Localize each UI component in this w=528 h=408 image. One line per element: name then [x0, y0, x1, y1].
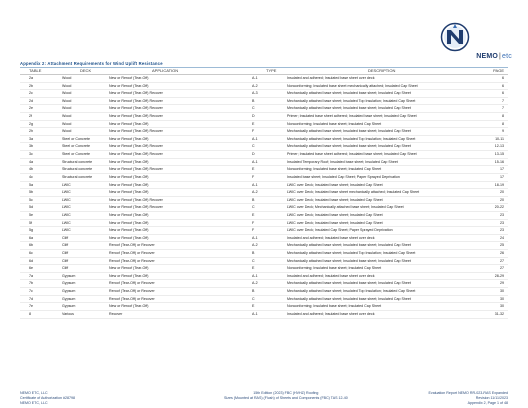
cell-deck: Cliff: [62, 251, 69, 256]
footer-right-line: Appendix 2, Page 1 of 48: [467, 400, 508, 405]
cell-description: Primer; Insulated base sheet adhered; Insulated base sheet; Insulated Cap Sheet: [287, 152, 417, 157]
cell-page: 12-13: [494, 144, 504, 149]
footer-left-line: Certificate of Authorization #28798: [20, 395, 75, 400]
cell-table: 4a: [29, 159, 33, 164]
cell-type: A-2: [252, 83, 258, 88]
cell-deck: Gypsum: [62, 296, 76, 301]
table-row: [20, 296, 508, 304]
cell-type: C: [252, 144, 255, 149]
cell-page: 13-15: [494, 152, 504, 157]
cell-deck: LWIC: [62, 190, 71, 195]
cell-table: 6d: [29, 258, 33, 263]
cell-type: C: [252, 296, 255, 301]
cell-table: 2b: [29, 83, 33, 88]
cell-application: New or Reroof (Tear-Off): [109, 212, 149, 217]
cell-deck: Steel or Concrete: [62, 136, 90, 141]
cell-page: 7: [502, 98, 504, 103]
appendix-title: Appendix 2: Attachment Requirements for Wind Uplift Resistance: [20, 61, 508, 68]
cell-type: F: [252, 228, 255, 233]
table-row: [20, 128, 508, 136]
cell-deck: Wood: [62, 129, 72, 134]
cell-table: 4c: [29, 174, 33, 179]
cell-page: 29: [500, 281, 504, 286]
cell-table: 5d: [29, 205, 33, 210]
cell-table: 2d: [29, 98, 33, 103]
footer-middle-line: 15th Edition (2023) FBC (HVHZ) Roofing: [253, 391, 319, 395]
cell-table: 7c: [29, 289, 33, 294]
table-row: [20, 113, 508, 121]
cell-description: Mechanically attached base sheet; Insulated base sheet; Insulated Cap Sheet: [287, 258, 411, 263]
cell-table: 5f: [29, 220, 32, 225]
cell-type: A-1: [252, 311, 258, 316]
company-logo: [434, 22, 512, 64]
cell-table: 2e: [29, 106, 33, 111]
header-application: APPLICATION: [152, 68, 179, 73]
cell-deck: LWIC: [62, 212, 71, 217]
cell-table: 8: [29, 311, 31, 316]
cell-description: Nonconforming; Insulated base sheet; Insulated Cap Sheet: [287, 266, 382, 271]
cell-description: LWIC over Deck; Insulated base sheet; Insulated Cap Sheet: [287, 220, 383, 225]
cell-description: LWIC over Deck; Insulated base sheet; Insulated Cap Sheet: [287, 182, 383, 187]
cell-deck: LWIC: [62, 197, 71, 202]
cell-page: 23: [500, 220, 504, 225]
cell-page: 23: [500, 212, 504, 217]
table-row: [20, 220, 508, 228]
cell-type: E: [252, 266, 255, 271]
cell-deck: Structural concrete: [62, 159, 93, 164]
cell-type: B: [252, 289, 255, 294]
table-row: [20, 182, 508, 190]
cell-table: 7a: [29, 273, 33, 278]
cell-deck: LWIC: [62, 220, 71, 225]
cell-application: New or Reroof (Tear-Off): [109, 121, 149, 126]
cell-deck: Wood: [62, 121, 72, 126]
cell-table: 5b: [29, 190, 33, 195]
cell-page: 23: [500, 228, 504, 233]
cell-deck: Structural concrete: [62, 167, 93, 172]
cell-page: 10-11: [495, 136, 504, 141]
cell-application: New or Reroof (Tear-Off) Recover: [109, 129, 163, 134]
cell-deck: Cliff: [62, 266, 69, 271]
cell-page: 30: [500, 304, 504, 309]
cell-description: Nonconforming; Insulated base sheet; Insulated Cap Sheet: [287, 167, 382, 172]
table-row: [20, 136, 508, 144]
cell-page: 20-22: [494, 205, 504, 210]
cell-application: New or Reroof (Tear-Off) Recover: [109, 205, 163, 210]
cell-application: New or Reroof (Tear-Off) Recover: [109, 114, 163, 119]
cell-description: Mechanically attached base sheet; Insulated base sheet; Insulated Cap Sheet: [287, 144, 411, 149]
logo-wordmark: [434, 53, 512, 60]
cell-table: 5c: [29, 197, 33, 202]
cell-page: 27: [500, 266, 504, 271]
cell-description: Insulated base sheet; Insulated Cap Sheet; Paper Sprayed Deprivation: [287, 174, 400, 179]
table-row: [20, 166, 508, 174]
cell-deck: Wood: [62, 83, 72, 88]
table-row: [20, 83, 508, 91]
table-row: [20, 303, 508, 311]
cell-type: A-1: [252, 182, 258, 187]
cell-table: 5g: [29, 228, 33, 233]
cell-page: 7: [502, 106, 504, 111]
cell-page: 18-19: [494, 182, 504, 187]
cell-deck: Structural concrete: [62, 174, 93, 179]
cell-description: Mechanically attached base sheet; Insulated base sheet; Insulated Cap Sheet: [287, 296, 411, 301]
cell-type: B: [252, 251, 255, 256]
cell-type: A-2: [252, 281, 258, 286]
header-page: PAGE: [493, 68, 504, 73]
cell-table: 3a: [29, 136, 33, 141]
cell-table: 2h: [29, 129, 33, 134]
cell-table: 6e: [29, 266, 33, 271]
cell-description: Mechanically attached base sheet; Insulated base sheet; Insulated Cap Sheet: [287, 106, 411, 111]
cell-type: A-1: [252, 136, 258, 141]
cell-deck: Wood: [62, 76, 72, 80]
page-footer: [20, 391, 508, 407]
cell-type: C: [252, 258, 255, 263]
cell-deck: Wood: [62, 114, 72, 119]
cell-type: A-2: [252, 190, 258, 195]
cell-page: 6: [502, 83, 504, 88]
table-row: [20, 98, 508, 106]
cell-table: 7d: [29, 296, 33, 301]
table-row: [20, 227, 508, 235]
cell-table: 6a: [29, 235, 33, 240]
cell-application: New or Reroof (Tear-Off): [109, 159, 149, 164]
cell-page: 15-16: [494, 159, 504, 164]
cell-application: Reroof (Tear-Off) or Recover: [109, 251, 155, 256]
cell-description: LWIC over Deck; Insulated base sheet mechanically attached; Insulated Cap Sheet: [287, 190, 420, 195]
cell-description: Nonconforming; Insulated base sheet mechanically attached; Insulated Cap Sheet: [287, 83, 418, 88]
cell-type: F: [252, 174, 255, 179]
cell-description: Mechanically attached base sheet; Insulated base sheet; Insulated Cap Sheet: [287, 91, 411, 96]
cell-application: New or Reroof (Tear-Off): [109, 76, 149, 80]
cell-page: 26: [500, 251, 504, 256]
footer-left: [20, 391, 75, 405]
cell-table: 5e: [29, 212, 33, 217]
cell-deck: Gypsum: [62, 281, 76, 286]
cell-deck: Steel or Concrete: [62, 152, 90, 157]
table-row: [20, 250, 508, 258]
table-row: [20, 212, 508, 220]
table-row: [20, 280, 508, 288]
footer-left-line: NEMO ETC, LLC: [20, 391, 48, 395]
cell-type: B: [252, 98, 255, 103]
cell-table: 6c: [29, 251, 33, 256]
table-row: [20, 311, 508, 319]
table-row: [20, 258, 508, 266]
table-row: [20, 189, 508, 197]
cell-type: A-2: [252, 243, 258, 248]
footer-right: [429, 391, 509, 405]
cell-application: New or Reroof (Tear-Off) Recover: [109, 91, 163, 96]
cell-type: D: [252, 152, 255, 157]
cell-application: Reroof (Tear-Off) or Recover: [109, 289, 155, 294]
cell-page: 6: [502, 91, 504, 96]
table-row: [20, 75, 508, 83]
cell-table: 7e: [29, 304, 33, 309]
cell-table: 3b: [29, 144, 33, 149]
cell-deck: Wood: [62, 91, 72, 96]
cell-description: Mechanically attached base sheet; Insulated Top Insulation; Insulated Cap Sheet: [287, 98, 416, 103]
table-row: [20, 159, 508, 167]
cell-description: Nonconforming; Insulated base sheet; Insulated Cap Sheet: [287, 304, 382, 309]
cell-page: 8: [502, 114, 504, 119]
cell-application: New or Reroof (Tear-Off): [109, 190, 149, 195]
cell-table: 2f: [29, 114, 32, 119]
table-row: [20, 121, 508, 129]
cell-application: New or Reroof (Tear-Off): [109, 220, 149, 225]
cell-application: Reroof (Tear-Off) or Recover: [109, 243, 155, 248]
cell-description: Mechanically attached base sheet; Insulated base sheet; Insulated Cap Sheet: [287, 281, 411, 286]
cell-description: LWIC over Deck; Insulated Cap Sheet; Paper Sprayed Deprivation: [287, 228, 393, 233]
table-row: [20, 151, 508, 159]
table-row: [20, 288, 508, 296]
cell-application: Recover: [109, 311, 123, 316]
cell-page: 24: [500, 235, 504, 240]
cell-description: Mechanically attached base sheet; Insulated Top Insulation; Insulated Cap Sheet: [287, 136, 416, 141]
cell-type: C: [252, 106, 255, 111]
table-header: [20, 68, 508, 75]
table-row: [20, 204, 508, 212]
cell-type: A-1: [252, 76, 258, 80]
cell-table: 3c: [29, 152, 33, 157]
cell-description: LWIC over Deck; Insulated base sheet; Insulated Cap Sheet: [287, 212, 383, 217]
cell-table: 2g: [29, 121, 33, 126]
cell-description: Nonconforming; Insulated base sheet; Insulated Cap Sheet: [287, 121, 382, 126]
footer-middle-line: Sizes (Mounted at RAS) (Flush) of Sheets and Components (FBC) TAS 12-40: [224, 395, 348, 400]
cell-description: Mechanically attached base sheet; Insulated base sheet; Insulated Cap Sheet: [287, 129, 411, 134]
cell-description: Insulated and adhered; Insulated base sheet over deck: [287, 76, 375, 80]
header-table: TABLE: [29, 68, 42, 73]
cell-description: Mechanically attached base sheet; Insulated Top Insulation; Insulated Cap Sheet: [287, 289, 416, 294]
logo-suffix: etc: [502, 53, 512, 60]
cell-type: A-1: [252, 273, 258, 278]
cell-type: E: [252, 304, 255, 309]
cell-deck: Steel or Concrete: [62, 144, 90, 149]
requirements-table: [20, 75, 508, 319]
cell-type: A-1: [252, 159, 258, 164]
cell-application: New or Reroof (Tear-Off) Recover: [109, 144, 163, 149]
cell-application: New or Reroof (Tear-Off): [109, 273, 149, 278]
cell-page: 20: [500, 190, 504, 195]
cell-page: 17: [500, 167, 504, 172]
table-row: [20, 197, 508, 205]
cell-type: E: [252, 121, 255, 126]
cell-type: A-1: [252, 235, 258, 240]
cell-application: Reroof (Tear-Off) or Recover: [109, 281, 155, 286]
nemo-compass-icon: [440, 22, 470, 52]
cell-application: New or Reroof (Tear-Off): [109, 83, 149, 88]
footer-right-line: Revision 11/11/2023: [475, 395, 508, 400]
table-row: [20, 265, 508, 273]
cell-type: A-3: [252, 91, 258, 96]
cell-deck: LWIC: [62, 228, 71, 233]
cell-table: 6b: [29, 243, 33, 248]
cell-page: 31-32: [494, 311, 504, 316]
cell-table: 2a: [29, 76, 33, 80]
table-row: [20, 105, 508, 113]
cell-application: New or Reroof (Tear-Off): [109, 136, 149, 141]
cell-application: New or Reroof (Tear-Off) Recover: [109, 98, 163, 103]
cell-application: New or Reroof (Tear-Off): [109, 174, 149, 179]
logo-separator: |: [499, 53, 502, 60]
cell-description: Insulated Temporary Roof; Insulated base sheet; Insulated Cap Sheet: [287, 159, 398, 164]
table-row: [20, 174, 508, 182]
cell-deck: LWIC: [62, 182, 71, 187]
cell-type: F: [252, 220, 255, 225]
table-row: [20, 143, 508, 151]
logo-brand: NEMO: [476, 53, 499, 60]
cell-page: 30: [500, 289, 504, 294]
cell-description: Mechanically attached base sheet; Insulated Top Insulation; Insulated Cap Sheet: [287, 251, 416, 256]
cell-page: 30: [500, 296, 504, 301]
cell-deck: Gypsum: [62, 304, 76, 309]
cell-application: New or Reroof (Tear-Off): [109, 235, 149, 240]
table-row: [20, 242, 508, 250]
cell-page: 28-29: [494, 273, 504, 278]
cell-type: E: [252, 212, 255, 217]
header-description: DESCRIPTION: [368, 68, 396, 73]
cell-description: Primer; Insulated base sheet adhered; Insulated base sheet; Insulated Cap Sheet: [287, 114, 417, 119]
cell-description: Insulated and adhered; Insulated base sheet over deck: [287, 311, 375, 316]
cell-deck: Various: [62, 311, 74, 316]
cell-page: 17: [500, 174, 504, 179]
cell-type: C: [252, 205, 255, 210]
table-row: [20, 90, 508, 98]
cell-page: 8: [502, 121, 504, 126]
cell-description: LWIC over Deck; Insulated base sheet; Insulated Cap Sheet: [287, 197, 383, 202]
cell-page: 25: [500, 243, 504, 248]
cell-deck: Cliff: [62, 258, 69, 263]
cell-deck: Wood: [62, 106, 72, 111]
header-deck: DECK: [80, 68, 92, 73]
cell-deck: Cliff: [62, 235, 69, 240]
cell-table: 2c: [29, 91, 33, 96]
cell-application: New or Reroof (Tear-Off) Recover: [109, 106, 163, 111]
cell-page: 27: [500, 258, 504, 263]
table-row: [20, 273, 508, 281]
cell-description: Mechanically attached base sheet; Insulated base sheet; Insulated Cap Sheet: [287, 243, 411, 248]
cell-type: F: [252, 129, 255, 134]
footer-right-line: Evaluation Report NEMO RR-023-RAS Expanded: [428, 391, 508, 395]
table-row: [20, 235, 508, 243]
cell-deck: LWIC: [62, 205, 71, 210]
cell-application: New or Reroof (Tear-Off): [109, 304, 149, 309]
cell-description: LWIC over Deck; Mechanically attached base sheet; Insulated Cap Sheet: [287, 205, 404, 210]
cell-table: 4b: [29, 167, 33, 172]
cell-table: 5a: [29, 182, 33, 187]
cell-application: New or Reroof (Tear-Off) Recover: [109, 167, 163, 172]
footer-middle: [224, 391, 348, 401]
cell-application: New or Reroof (Tear-Off) Recover: [109, 152, 163, 157]
cell-type: D: [252, 114, 255, 119]
cell-page: 9: [502, 129, 504, 134]
cell-deck: Wood: [62, 98, 72, 103]
cell-type: E: [252, 167, 255, 172]
cell-application: Reroof (Tear-Off) or Recover: [109, 296, 155, 301]
footer-left-line: NEMO ETC, LLC: [20, 400, 48, 405]
cell-page: 6: [502, 76, 504, 80]
cell-deck: Cliff: [62, 243, 69, 248]
cell-application: New or Reroof (Tear-Off): [109, 182, 149, 187]
cell-deck: Gypsum: [62, 273, 76, 278]
header-type: TYPE: [266, 68, 277, 73]
cell-deck: Gypsum: [62, 289, 76, 294]
cell-description: Insulated and adhered; Insulated base sheet over deck: [287, 235, 375, 240]
cell-application: New or Reroof (Tear-Off): [109, 228, 149, 233]
cell-page: 20: [500, 197, 504, 202]
cell-table: 7b: [29, 281, 33, 286]
cell-description: Insulated and adhered; Insulated base sheet over deck: [287, 273, 375, 278]
cell-application: New or Reroof (Tear-Off): [109, 266, 149, 271]
cell-application: New or Reroof (Tear-Off) Recover: [109, 197, 163, 202]
cell-application: Reroof (Tear-Off) or Recover: [109, 258, 155, 263]
cell-type: B: [252, 197, 255, 202]
